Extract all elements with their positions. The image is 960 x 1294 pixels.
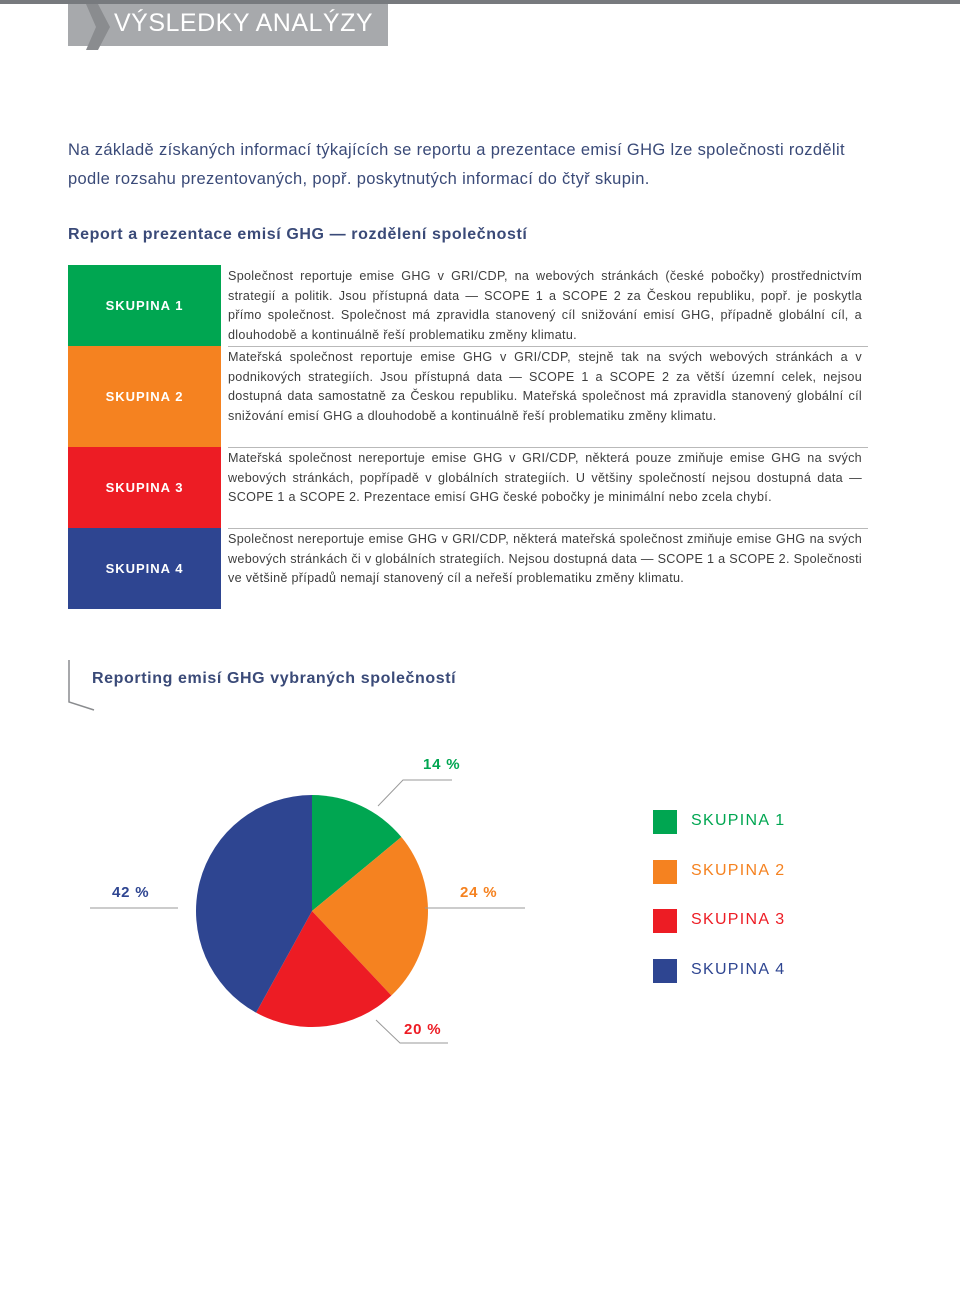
group-1-label: SKUPINA 1 — [68, 265, 221, 346]
chart-title: Reporting emisí GHG vybraných společností — [92, 670, 457, 687]
group-3-label: SKUPINA 3 — [68, 447, 221, 528]
group-row-4 — [68, 528, 868, 609]
group-1-description: Společnost reportuje emise GHG v GRI/CDP, na webových stránkách (české pobočky) prostřednictvím strategií a politik. Jsou přístupná data — SCOPE 1 a SCOPE 2 za Českou republiku, popř. je poskytla přímo společnost. Společnost má zpravidla stanovený cíl snižování emisí GHG, případně globální cíl, a dlouhodobě a kontinuálně řeší problematiku změny klimatu. — [228, 269, 862, 342]
groups-section-title: Report a prezentace emisí GHG — rozdělení společností — [68, 226, 528, 243]
header-chevron-icon — [86, 4, 110, 50]
group-4-label: SKUPINA 4 — [68, 528, 221, 609]
group-4-description: Společnost nereportuje emise GHG v GRI/CDP, některá mateřská společnost zmiňuje emise GHG na svých webových stránkách či v globálních strategiích. Nejsou dostupná data — SCOPE 1 a SCOPE 2. Společnosti ve většině případů nemají stanovený cíl a neřeší problematiku změny klimatu. — [228, 532, 862, 586]
data-label-skupina-1: 14 % — [423, 756, 461, 773]
group-row-1 — [68, 265, 868, 346]
legend-swatch — [653, 810, 677, 834]
legend-item-skupina-2 — [653, 860, 853, 884]
group-2-description: Mateřská společnost reportuje emise GHG v GRI/CDP, stejně tak na svých webových stránkách a v podnikových strategiích. Jsou přístupná data — SCOPE 1 a SCOPE 2 za větší územní celek, nejsou dostupná data samostatně za Českou republiku. Mateřská společnost má zpravidla stanovený globální cíl snižování emisí GHG a dlouhodobě a kontinuálně řeší problematiku změny klimatu. — [228, 350, 862, 423]
legend-swatch — [653, 909, 677, 933]
page-title: VÝSLEDKY ANALÝZY — [114, 9, 374, 37]
leader-line-skupina-1 — [378, 780, 452, 806]
data-label-skupina-4: 42 % — [112, 884, 150, 901]
intro-paragraph: Na základě získaných informací týkajících se reportu a prezentace emisí GHG lze společnosti rozdělit podle rozsahu prezentovaných, popř. poskytnutých informací do čtyř skupin. — [68, 141, 845, 188]
group-row-2 — [68, 346, 868, 447]
group-row-3 — [68, 447, 868, 528]
data-label-skupina-2: 24 % — [460, 884, 498, 901]
legend-swatch — [653, 959, 677, 983]
legend-label: SKUPINA 2 — [691, 861, 786, 879]
group-2-label: SKUPINA 2 — [68, 346, 221, 447]
group-3-description: Mateřská společnost nereportuje emise GHG v GRI/CDP, některá pouze zmiňuje emise GHG na svých webových stránkách, popřípadě v globálních strategiích. U většiny společností nejsou dostupná data — SCOPE 1 a SCOPE 2. Prezentace emisí GHG české pobočky je minimální nebo zcela chybí. — [228, 451, 862, 505]
legend-item-skupina-3 — [653, 909, 853, 933]
pie-chart — [0, 700, 960, 1080]
legend-label: SKUPINA 3 — [691, 911, 786, 928]
legend-swatch — [653, 860, 677, 884]
data-label-skupina-3: 20 % — [404, 1021, 442, 1038]
legend-label: SKUPINA 1 — [691, 812, 786, 829]
legend-label: SKUPINA 4 — [691, 960, 786, 978]
legend-item-skupina-1 — [653, 810, 853, 834]
legend-item-skupina-4 — [653, 959, 853, 983]
